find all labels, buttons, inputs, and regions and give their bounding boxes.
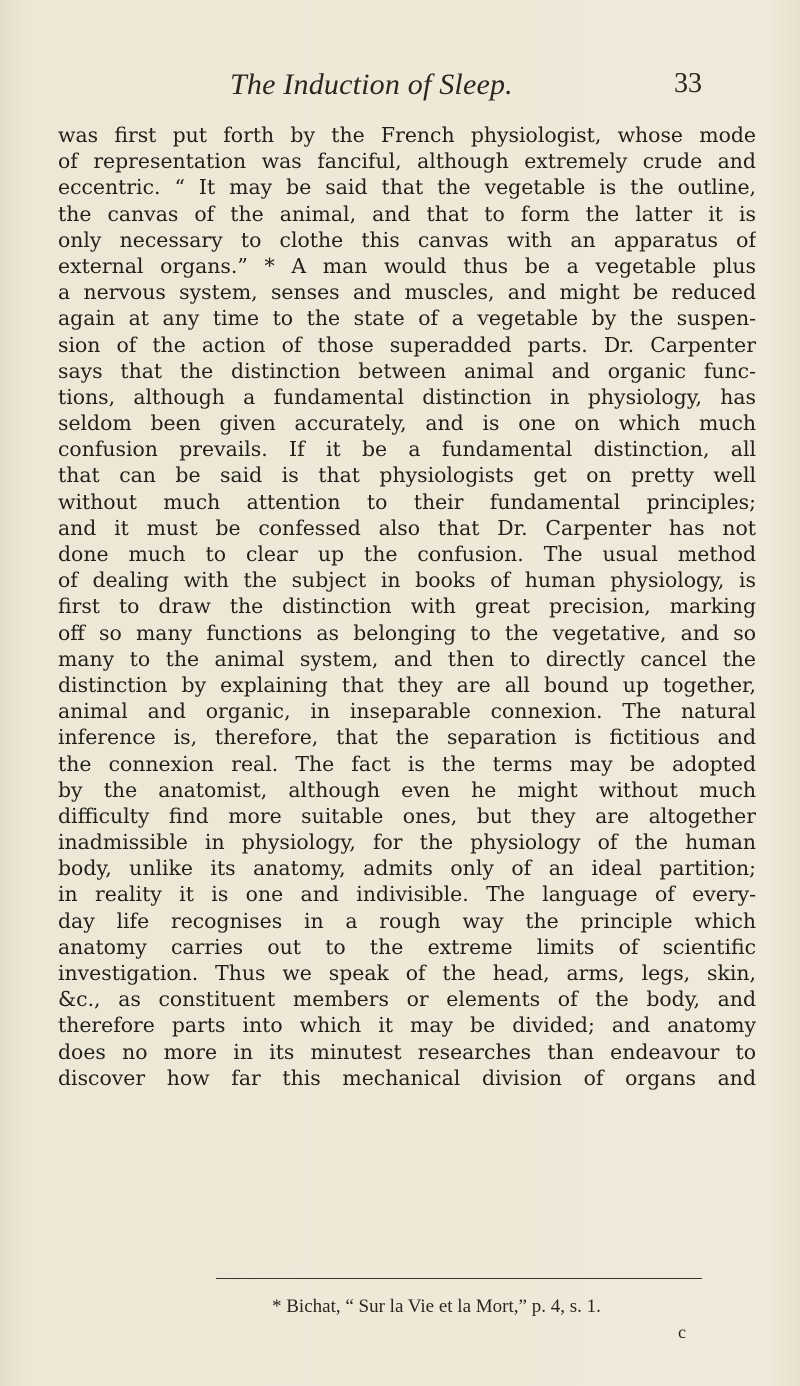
text-line: body, unlike its anatomy, admits only of an ideal partition;: [58, 856, 756, 881]
text-line: anatomy carries out to the extreme limits of scientific: [58, 934, 756, 959]
text-line: sion of the action of those superadded parts. Dr. Carpenter: [58, 332, 756, 357]
text-line: that can be said is that physiologists get on pretty well: [58, 463, 756, 488]
text-line: done much to clear up the confusion. The usual method: [58, 542, 756, 566]
page-header: [0, 66, 800, 106]
text-line: of representation was fanciful, although extremely crude and: [58, 149, 756, 174]
text-line: again at any time to the state of a vegetable by the suspen-: [58, 306, 756, 331]
text-line: therefore parts into which it may be divided; and anatomy: [58, 1013, 756, 1038]
text-line: by the anatomist, although even he might without much: [58, 777, 756, 802]
text-line: without much attention to their fundamental principles;: [58, 489, 756, 514]
text-line: first to draw the distinction with great precision, marking: [58, 594, 756, 619]
footnote: * Bichat, “ Sur la Vie et la Mort,” p. 4, s. 1.: [272, 1296, 601, 1317]
text-line: and it must be confessed also that Dr. Carpenter has not: [58, 515, 756, 540]
text-line: inadmissible in physiology, for the physiology of the human: [58, 830, 756, 855]
text-line: the canvas of the animal, and that to form the latter it is: [58, 201, 756, 226]
text-line: &c., as constituent members or elements of the body, and: [58, 987, 756, 1012]
text-line: difficulty find more suitable ones, but they are altogether: [58, 803, 756, 828]
text-line: confusion prevails. If it be a fundamental distinction, all: [58, 437, 756, 462]
text-line: says that the distinction between animal and organic func-: [58, 358, 756, 383]
text-line: distinction by explaining that they are all bound up together,: [58, 672, 756, 697]
text-line: off so many functions as belonging to the vegetative, and so: [58, 620, 756, 645]
text-line: the connexion real. The fact is the terms may be adopted: [58, 751, 756, 776]
text-line: in reality it is one and indivisible. The language of every-: [58, 882, 756, 907]
text-line: only necessary to clothe this canvas with an apparatus of: [58, 227, 756, 252]
signature-mark: c: [678, 1322, 686, 1342]
text-line: discover how far this mechanical division of organs and: [58, 1065, 756, 1090]
text-line: day life recognises in a rough way the principle which: [58, 908, 756, 933]
text-line: of dealing with the subject in books of human physiology, is: [58, 568, 756, 593]
text-line: investigation. Thus we speak of the head, arms, legs, skin,: [58, 961, 756, 985]
body-text: [58, 122, 756, 1091]
footnote-rule: [216, 1278, 702, 1279]
text-line: does no more in its minutest researches than endeavour to: [58, 1039, 756, 1064]
text-line: animal and organic, in inseparable connexion. The natural: [58, 699, 756, 724]
text-line: seldom been given accurately, and is one on which much: [58, 411, 756, 436]
text-line: a nervous system, senses and muscles, and might be reduced: [58, 280, 756, 305]
text-line: was first put forth by the French physiologist, whose mode: [58, 123, 756, 147]
text-line: inference is, therefore, that the separation is fictitious and: [58, 725, 756, 750]
page-number: 33: [674, 68, 702, 99]
text-line: tions, although a fundamental distinction in physiology, has: [58, 384, 756, 409]
text-line: external organs.” * A man would thus be a vegetable plus: [58, 253, 756, 278]
text-line: many to the animal system, and then to directly cancel the: [58, 646, 756, 671]
running-title: The Induction of Sleep.: [230, 68, 513, 101]
text-line: eccentric. “ It may be said that the vegetable is the outline,: [58, 175, 756, 200]
